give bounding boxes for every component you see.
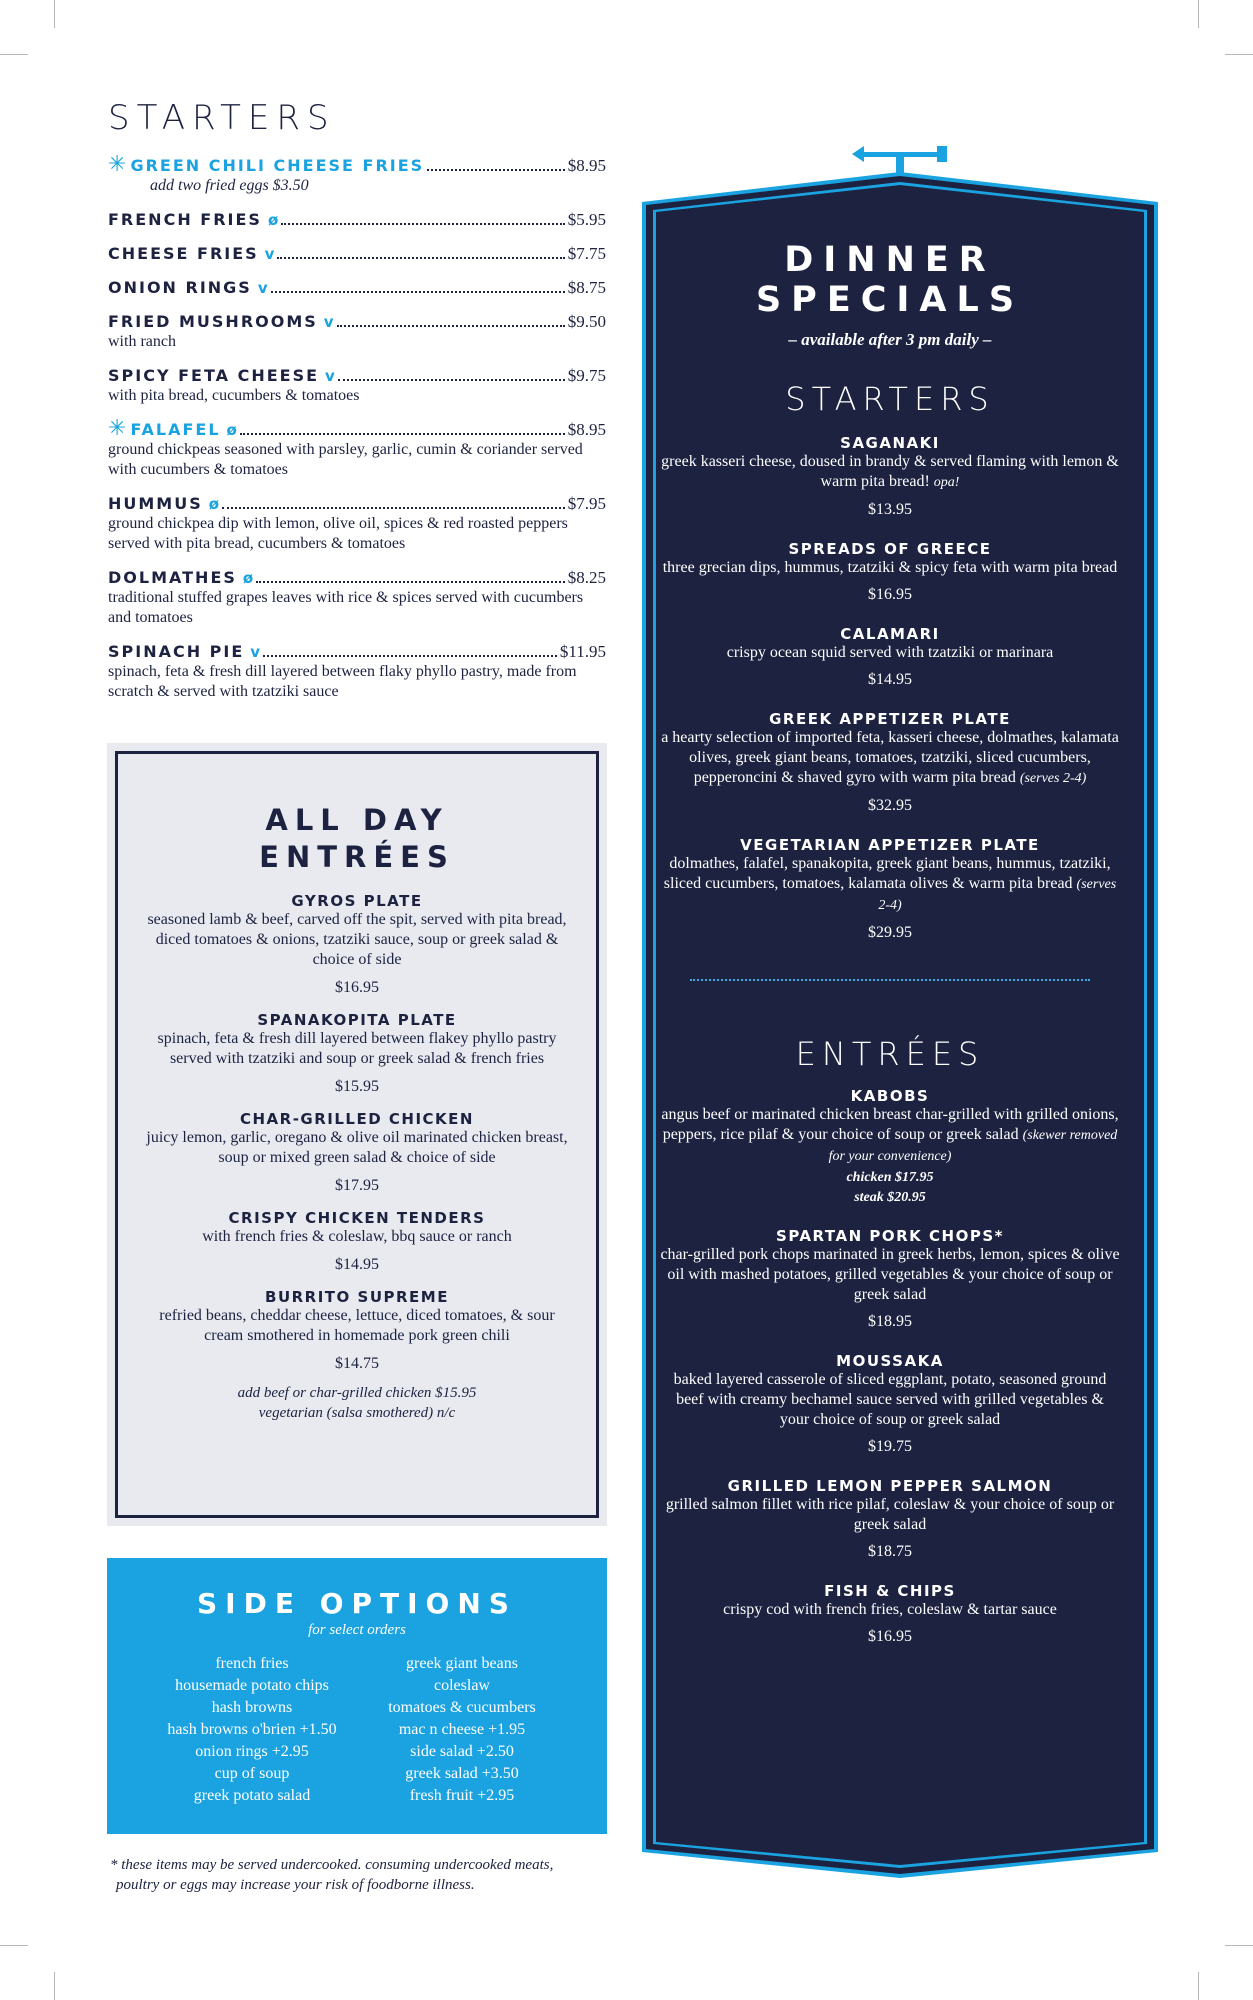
crop-mark: [54, 0, 55, 28]
entree-item: [146, 1288, 568, 1373]
all-day-title-line1: ALL DAY: [265, 803, 449, 837]
starter-line: [108, 568, 606, 588]
starter-desc: add two fried eggs $3.50: [150, 177, 309, 194]
availability-note: – available after 3 pm daily –: [788, 330, 992, 349]
crop-mark: [0, 1945, 28, 1946]
entree-name: SPANAKOPITA PLATE: [257, 1011, 457, 1029]
special-desc: [660, 1105, 1120, 1167]
starter-line: [108, 312, 606, 332]
entree-price: $14.75: [335, 1355, 379, 1372]
special-name: FISH & CHIPS: [824, 1582, 956, 1600]
starter-price: $8.95: [567, 156, 606, 175]
starter-name: ONION RINGS: [108, 278, 252, 297]
special-price: $19.75: [868, 1438, 912, 1455]
dot-leader: [222, 507, 565, 509]
starter-item: [108, 366, 606, 406]
special-desc-text: baked layered casserole of sliced eggplant, potato, seasoned ground beef with creamy bechamel sauce served with grilled vegetables & your choice of soup or greek salad: [673, 1371, 1107, 1428]
dot-leader: [263, 655, 557, 657]
dinner-specials-title: [660, 240, 1120, 320]
vegan-icon: ø: [226, 421, 237, 439]
specials-starters-list: [660, 434, 1120, 943]
crop-mark: [1225, 54, 1253, 55]
starter-item: [108, 568, 606, 628]
special-name: GREEK APPETIZER PLATE: [769, 710, 1011, 728]
side-option: side salad +2.50: [410, 1743, 514, 1760]
entree-desc: with french fries & coleslaw, bbq sauce or ranch: [202, 1228, 512, 1245]
side-options-left-column: [147, 1653, 357, 1807]
crop-mark: [1225, 1945, 1253, 1946]
special-item: [660, 1477, 1120, 1562]
entree-desc: spinach, feta & fresh dill layered between flakey phyllo pastry served with tzatziki and soup or greek salad & french fries: [157, 1030, 557, 1067]
special-name: KABOBS: [850, 1087, 930, 1105]
starter-name: DOLMATHES: [108, 568, 237, 587]
side-option: housemade potato chips: [175, 1677, 329, 1694]
special-name: MOUSSAKA: [836, 1352, 944, 1370]
vegan-icon: ø: [242, 569, 254, 587]
special-desc-text: three grecian dips, hummus, tzatziki & spicy feta with warm pita bread: [662, 559, 1118, 576]
starter-price: $7.75: [567, 244, 606, 263]
side-option: hash browns o'brien +1.50: [167, 1721, 337, 1738]
starter-item: [108, 152, 606, 196]
starter-name: SPICY FETA CHEESE: [108, 366, 320, 385]
starter-line: [108, 416, 606, 441]
side-option: french fries: [215, 1655, 289, 1672]
special-price: $16.95: [868, 1628, 912, 1645]
special-desc-italic: (skewer removed for your convenience): [828, 1128, 1118, 1164]
crop-mark: [1198, 0, 1199, 28]
vegetarian-icon: v: [250, 643, 261, 661]
special-price-steak: steak $20.95: [854, 1190, 926, 1205]
starter-name: FRIED MUSHROOMS: [108, 312, 318, 331]
note-line2: vegetarian (salsa smothered) n/c: [258, 1405, 456, 1421]
special-name: GRILLED LEMON PEPPER SALMON: [727, 1477, 1053, 1495]
all-day-title: [118, 802, 596, 876]
starter-name: FRENCH FRIES: [108, 210, 262, 229]
starters-section: [108, 98, 606, 716]
undercooked-footnote: [110, 1855, 610, 1895]
footnote-line1: * these items may be served undercooked. consuming undercooked meats,: [110, 1857, 554, 1873]
starter-price: $7.95: [567, 494, 606, 513]
entree-item: [146, 1209, 568, 1274]
dot-leader: [240, 433, 565, 435]
entree-item: [146, 892, 568, 997]
special-item: [660, 710, 1120, 816]
starter-item: [108, 278, 606, 298]
side-options-subtitle: for select orders: [308, 1622, 406, 1638]
dot-leader: [281, 223, 565, 225]
vegan-icon: ø: [267, 211, 279, 229]
starter-item: [108, 416, 606, 480]
dot-leader: [271, 291, 565, 293]
crop-mark: [1198, 1972, 1199, 2000]
starter-item: [108, 244, 606, 264]
all-day-entrees-frame: [115, 751, 599, 1518]
starter-item: [108, 494, 606, 554]
special-desc-italic: (serves 2-4): [878, 877, 1117, 913]
vegetarian-icon: v: [257, 279, 268, 297]
special-name: SPARTAN PORK CHOPS*: [776, 1227, 1004, 1245]
starter-name: HUMMUS: [108, 494, 203, 513]
special-desc: [660, 728, 1120, 789]
starter-desc: with ranch: [108, 333, 176, 350]
starter-line: [108, 210, 606, 230]
special-desc: [660, 558, 1120, 578]
starter-price: $9.50: [567, 312, 606, 331]
dot-leader: [427, 169, 565, 171]
special-price: $16.95: [868, 586, 912, 603]
entree-price: $17.95: [335, 1177, 379, 1194]
special-desc: [660, 1370, 1120, 1430]
side-option: tomatoes & cucumbers: [388, 1699, 536, 1716]
starter-price: $9.75: [567, 366, 606, 385]
footnote-line2: poultry or eggs may increase your risk of foodborne illness.: [116, 1877, 475, 1893]
side-option: mac n cheese +1.95: [398, 1721, 526, 1738]
entree-desc: juicy lemon, garlic, oregano & olive oil marinated chicken breast, soup or mixed green salad & choice of side: [146, 1129, 568, 1166]
entree-name: GYROS PLATE: [291, 892, 423, 910]
starter-item: [108, 210, 606, 230]
dot-leader: [277, 257, 564, 259]
starter-name: CHEESE FRIES: [108, 244, 259, 263]
starter-line: [108, 278, 606, 298]
special-desc: [660, 452, 1120, 493]
entree-desc: seasoned lamb & beef, carved off the spit, served with pita bread, diced tomatoes & onions, tzatziki sauce, soup or greek salad & choice of side: [147, 911, 567, 968]
dinner-specials-title-line2: SPECIALS: [755, 280, 1025, 320]
starter-item: [108, 642, 606, 702]
special-price-chicken: chicken $17.95: [846, 1170, 934, 1185]
burrito-options-note: [118, 1383, 596, 1423]
entree-name: BURRITO SUPREME: [265, 1288, 449, 1306]
entree-desc: refried beans, cheddar cheese, lettuce, diced tomatoes, & sour cream smothered in homemade pork green chili: [159, 1307, 555, 1344]
special-price: $13.95: [868, 501, 912, 518]
side-option: greek potato salad: [193, 1787, 311, 1804]
side-option: greek giant beans: [406, 1655, 518, 1672]
special-desc-text: grilled salmon fillet with rice pilaf, coleslaw & your choice of soup or greek salad: [665, 1496, 1115, 1533]
entree-price: $16.95: [335, 979, 379, 996]
asterisk-icon: ✳: [108, 416, 127, 441]
starter-price: $8.75: [567, 278, 606, 297]
starter-name: SPINACH PIE: [108, 642, 245, 661]
starter-line: [108, 642, 606, 662]
dot-leader: [337, 325, 565, 327]
dinner-specials-title-line1: DINNER: [784, 240, 996, 280]
vegetarian-icon: v: [325, 367, 335, 385]
vegetarian-icon: v: [323, 313, 334, 331]
specials-entrees-title: ENTRÉES: [795, 1035, 985, 1073]
special-price: $18.95: [868, 1313, 912, 1330]
special-desc-text: dolmathes, falafel, spanakopita, greek giant beans, hummus, tzatziki, sliced cucumbers, tomatoes, kalamata olives & warm pita bread: [663, 855, 1111, 892]
special-item: [660, 540, 1120, 605]
special-desc: [660, 854, 1120, 916]
side-option: coleslaw: [434, 1677, 490, 1694]
special-name: VEGETARIAN APPETIZER PLATE: [740, 836, 1040, 854]
special-desc-text: angus beef or marinated chicken breast char-grilled with grilled onions, peppers, rice pilaf & your choice of soup or greek salad: [661, 1106, 1119, 1143]
special-name: CALAMARI: [840, 625, 940, 643]
specials-starters-title: STARTERS: [785, 380, 995, 418]
entree-item: [146, 1011, 568, 1096]
dot-leader: [256, 581, 565, 583]
special-name: SPREADS OF GREECE: [788, 540, 992, 558]
starter-desc: ground chickpeas seasoned with parsley, garlic, cumin & coriander served with cucumbers & tomatoes: [108, 441, 583, 478]
special-item: [660, 1087, 1120, 1207]
entree-price: $14.95: [335, 1256, 379, 1273]
starter-desc: spinach, feta & fresh dill layered between flaky phyllo pastry, made from scratch & served with tzatziki sauce: [108, 663, 577, 700]
starter-name: GREEN CHILI CHEESE FRIES: [130, 156, 425, 175]
side-option: greek salad +3.50: [405, 1765, 519, 1782]
special-desc: [660, 1245, 1120, 1305]
crop-mark: [0, 54, 28, 55]
starter-line: [108, 494, 606, 514]
starters-list: [108, 152, 606, 702]
starter-desc: ground chickpea dip with lemon, olive oil, spices & red roasted peppers served with pita bread, cucumbers & tomatoes: [108, 515, 568, 552]
special-item: [660, 434, 1120, 520]
special-desc-text: crispy cod with french fries, coleslaw & tartar sauce: [723, 1601, 1057, 1618]
special-item: [660, 1582, 1120, 1647]
special-desc-text: a hearty selection of imported feta, kasseri cheese, dolmathes, kalamata olives, greek giant beans, tomatoes, tzatziki, sliced cucumbers, pepperoncini & shaved gyro with warm pita bread: [661, 729, 1119, 786]
entree-item: [146, 1110, 568, 1195]
starter-desc: with pita bread, cucumbers & tomatoes: [108, 387, 360, 404]
special-desc-text: char-grilled pork chops marinated in greek herbs, lemon, spices & olive oil with mashed potatoes, grilled vegetables & your choice of soup or greek salad: [660, 1246, 1120, 1303]
special-name: SAGANAKI: [840, 434, 940, 452]
special-desc-italic: opa!: [933, 475, 960, 490]
starter-line: [108, 366, 606, 386]
special-desc: [660, 1600, 1120, 1620]
side-option: hash browns: [211, 1699, 293, 1716]
starter-price: $8.95: [567, 420, 606, 439]
special-price: $18.75: [868, 1543, 912, 1560]
starter-price: $8.25: [567, 568, 606, 587]
starters-title: STARTERS: [108, 98, 336, 138]
special-item: [660, 1352, 1120, 1457]
side-option: onion rings +2.95: [195, 1743, 309, 1760]
special-desc: [660, 643, 1120, 663]
all-day-entrees-list: [118, 892, 596, 1373]
starter-name: FALAFEL: [130, 420, 221, 439]
starter-line: [108, 152, 606, 177]
side-options-title: SIDE OPTIONS: [197, 1587, 517, 1620]
special-desc-text: greek kasseri cheese, doused in brandy & served flaming with lemon & warm pita bread!: [661, 453, 1119, 490]
special-item: [660, 1227, 1120, 1332]
asterisk-icon: ✳: [108, 152, 127, 177]
vegan-icon: ø: [208, 495, 220, 513]
all-day-title-line2: ENTRÉES: [259, 840, 455, 874]
vegetarian-icon: v: [264, 245, 275, 263]
starter-desc: traditional stuffed grapes leaves with rice & spices served with cucumbers and tomatoes: [108, 589, 584, 626]
all-day-entrees-panel: [107, 743, 607, 1526]
dot-leader: [338, 379, 565, 381]
side-options-right-column: [357, 1653, 567, 1807]
special-price: $29.95: [868, 924, 912, 941]
dotted-divider: [690, 979, 1090, 981]
starter-price: $5.95: [567, 210, 606, 229]
starter-price: $11.95: [559, 642, 606, 661]
crop-mark: [54, 1972, 55, 2000]
note-line1: add beef or char-grilled chicken $15.95: [237, 1385, 477, 1401]
side-option: cup of soup: [214, 1765, 290, 1782]
special-price: $14.95: [868, 671, 912, 688]
specials-entrees-list: [660, 1087, 1120, 1647]
side-options-panel: [107, 1558, 607, 1834]
dinner-specials-section: [660, 240, 1120, 1647]
entree-name: CHAR-GRILLED CHICKEN: [239, 1110, 474, 1128]
entree-price: $15.95: [335, 1078, 379, 1095]
side-option: fresh fruit +2.95: [409, 1787, 515, 1804]
special-price: $32.95: [868, 797, 912, 814]
special-desc: [660, 1495, 1120, 1535]
entree-name: CRISPY CHICKEN TENDERS: [228, 1209, 486, 1227]
special-desc-italic: (serves 2-4): [1019, 771, 1087, 786]
special-desc-text: crispy ocean squid served with tzatziki or marinara: [726, 644, 1054, 661]
special-item: [660, 625, 1120, 690]
starter-line: [108, 244, 606, 264]
starter-item: [108, 312, 606, 352]
special-item: [660, 836, 1120, 943]
moon-weathervane-icon: [852, 110, 947, 177]
side-options-columns: [107, 1653, 607, 1807]
